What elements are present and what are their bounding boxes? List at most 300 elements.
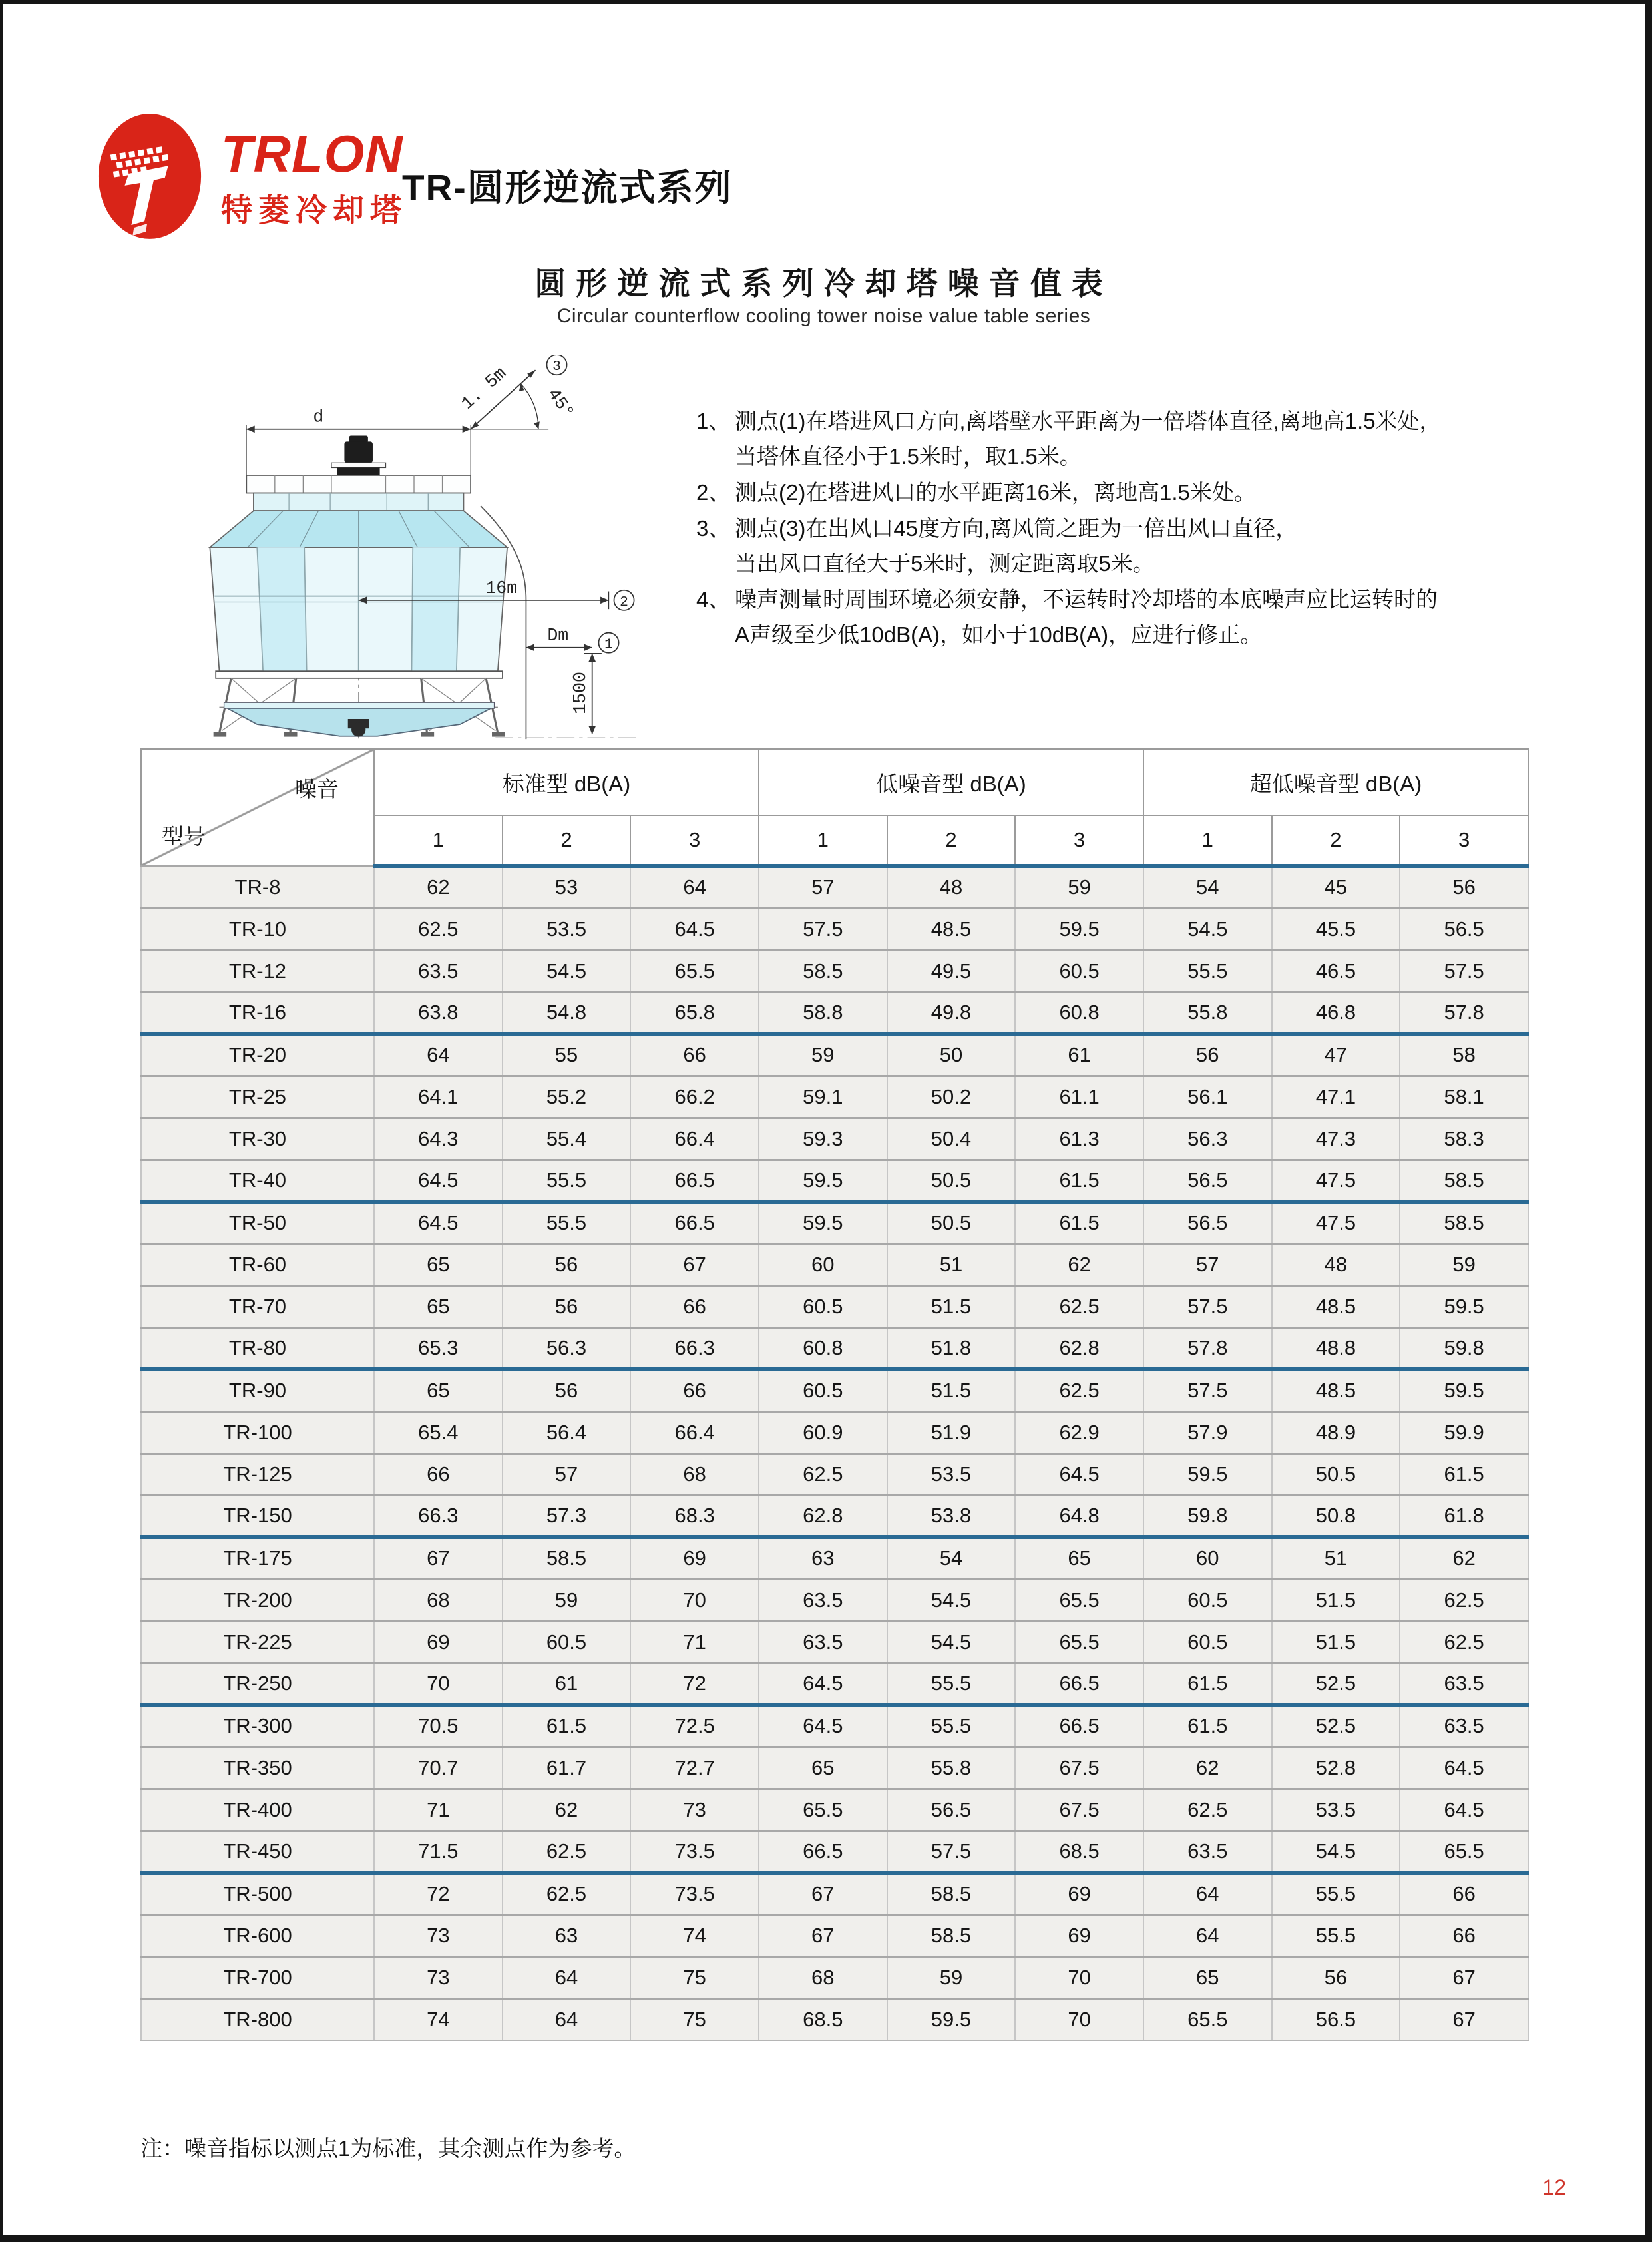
noise-value-cell: 67 [630, 1243, 759, 1285]
noise-value-cell: 48 [887, 866, 1016, 908]
noise-value-cell: 71 [630, 1621, 759, 1663]
noise-value-cell: 54.5 [887, 1579, 1016, 1621]
noise-value-cell: 47.5 [1272, 1160, 1400, 1202]
note-number: 1、 [696, 409, 731, 433]
noise-value-cell: 65 [374, 1285, 503, 1327]
note-item [696, 511, 1575, 581]
noise-value-cell: 60 [759, 1243, 887, 1285]
subcolumn-header: 3 [1015, 815, 1143, 866]
model-cell: TR-20 [141, 1034, 374, 1076]
table-row [141, 1202, 1528, 1243]
noise-value-cell: 73.5 [630, 1831, 759, 1873]
noise-value-cell: 59 [759, 1034, 887, 1076]
subcolumn-header: 2 [503, 815, 631, 866]
noise-value-cell: 57.3 [503, 1495, 631, 1537]
noise-value-cell: 69 [1015, 1914, 1143, 1956]
brand-subname: 特菱冷却塔 [221, 192, 407, 228]
noise-value-cell: 73.5 [630, 1873, 759, 1914]
noise-value-cell: 69 [374, 1621, 503, 1663]
noise-value-cell: 58.5 [1400, 1160, 1528, 1202]
noise-value-cell: 54 [1143, 866, 1272, 908]
noise-value-cell: 70 [630, 1579, 759, 1621]
noise-value-cell: 67 [759, 1914, 887, 1956]
noise-value-cell: 64.1 [374, 1076, 503, 1118]
noise-value-cell: 46.5 [1272, 950, 1400, 992]
note-text [735, 582, 1575, 652]
noise-value-cell: 64.5 [1400, 1747, 1528, 1789]
noise-value-cell: 74 [374, 1998, 503, 2040]
noise-value-cell: 51 [1272, 1537, 1400, 1579]
noise-value-cell: 69 [1015, 1873, 1143, 1914]
noise-value-cell: 64.5 [374, 1160, 503, 1202]
noise-value-cell: 56.5 [1400, 908, 1528, 950]
model-cell: TR-12 [141, 950, 374, 992]
noise-value-cell: 63.5 [1400, 1663, 1528, 1705]
noise-value-cell: 51.5 [1272, 1579, 1400, 1621]
noise-value-cell: 64 [630, 866, 759, 908]
noise-value-cell: 52.5 [1272, 1705, 1400, 1747]
noise-value-cell: 51.5 [1272, 1621, 1400, 1663]
noise-value-cell: 59 [887, 1956, 1016, 1998]
note-number: 2、 [696, 480, 731, 505]
trlon-logo-icon [95, 111, 206, 242]
noise-value-cell: 51.8 [887, 1327, 1016, 1369]
noise-value-cell: 48.5 [1272, 1369, 1400, 1411]
brand-text [221, 111, 407, 242]
noise-value-cell: 58.5 [1400, 1202, 1528, 1243]
model-cell: TR-125 [141, 1453, 374, 1495]
model-cell: TR-30 [141, 1118, 374, 1160]
model-cell: TR-200 [141, 1579, 374, 1621]
model-cell: TR-90 [141, 1369, 374, 1411]
page-number: 12 [1542, 2175, 1566, 2199]
noise-value-cell: 55.5 [1272, 1873, 1400, 1914]
noise-value-cell: 64.5 [759, 1705, 887, 1747]
noise-value-cell: 61.5 [1143, 1705, 1272, 1747]
noise-value-cell: 60.8 [759, 1327, 887, 1369]
noise-value-cell: 66.3 [374, 1495, 503, 1537]
noise-value-cell: 55.4 [503, 1118, 631, 1160]
noise-value-cell: 59.8 [1143, 1495, 1272, 1537]
noise-value-cell: 55.8 [1143, 992, 1272, 1034]
noise-value-cell: 60.5 [503, 1621, 631, 1663]
noise-value-cell: 66.2 [630, 1076, 759, 1118]
note-line: 测点(1)在塔进风口方向,离塔壁水平距离为一倍塔体直径,离地高1.5米处， [735, 409, 1442, 433]
noise-value-cell: 61.5 [1015, 1160, 1143, 1202]
noise-value-cell: 50.5 [887, 1160, 1016, 1202]
noise-value-cell: 54 [887, 1537, 1016, 1579]
noise-value-cell: 58.5 [887, 1873, 1016, 1914]
noise-value-cell: 62.5 [1400, 1621, 1528, 1663]
noise-value-cell: 56 [1143, 1034, 1272, 1076]
noise-value-cell: 63.5 [759, 1579, 887, 1621]
noise-value-cell: 62.5 [1143, 1789, 1272, 1831]
table-row [141, 1076, 1528, 1118]
noise-value-cell: 51.9 [887, 1411, 1016, 1453]
noise-value-cell: 59.5 [1400, 1285, 1528, 1327]
noise-value-cell: 72 [374, 1873, 503, 1914]
subcolumn-header: 1 [759, 815, 887, 866]
dim-label-1-5m: 1. 5m [457, 363, 511, 414]
noise-value-cell: 48.5 [1272, 1285, 1400, 1327]
noise-value-cell: 52.5 [1272, 1663, 1400, 1705]
noise-value-cell: 68 [374, 1579, 503, 1621]
group-header-standard: 标准型 dB(A) [374, 749, 759, 815]
note-text [735, 403, 1575, 474]
noise-value-cell: 46.8 [1272, 992, 1400, 1034]
model-cell: TR-60 [141, 1243, 374, 1285]
subcolumn-header: 3 [1400, 815, 1528, 866]
noise-value-cell: 58.5 [887, 1914, 1016, 1956]
noise-value-cell: 54.5 [503, 950, 631, 992]
noise-value-cell: 61.7 [503, 1747, 631, 1789]
noise-value-cell: 64.3 [374, 1118, 503, 1160]
table-row [141, 1285, 1528, 1327]
noise-value-cell: 51.5 [887, 1369, 1016, 1411]
noise-value-cell: 72 [630, 1663, 759, 1705]
noise-value-cell: 59.5 [1015, 908, 1143, 950]
table-row [141, 1747, 1528, 1789]
noise-value-cell: 66.3 [630, 1327, 759, 1369]
noise-value-cell: 60.5 [1143, 1621, 1272, 1663]
subcolumn-header: 2 [1272, 815, 1400, 866]
noise-value-cell: 64.5 [374, 1202, 503, 1243]
noise-value-cell: 70 [1015, 1998, 1143, 2040]
noise-value-cell: 66.5 [630, 1202, 759, 1243]
table-row [141, 1621, 1528, 1663]
noise-value-cell: 68.3 [630, 1495, 759, 1537]
model-cell: TR-16 [141, 992, 374, 1034]
noise-value-cell: 61.5 [1143, 1663, 1272, 1705]
subcolumn-header: 3 [630, 815, 759, 866]
note-line: 测点(3)在出风口45度方向,离风筒之距为一倍出风口直径， [735, 516, 1298, 541]
noise-value-cell: 64.5 [1015, 1453, 1143, 1495]
noise-value-cell: 63.5 [1400, 1705, 1528, 1747]
noise-value-cell: 59 [1400, 1243, 1528, 1285]
noise-value-cell: 58.5 [503, 1537, 631, 1579]
note-line: 当塔体直径小于1.5米时，取1.5米。 [735, 444, 1082, 469]
noise-value-cell: 67.5 [1015, 1789, 1143, 1831]
subcolumn-header: 1 [1143, 815, 1272, 866]
measure-point-3: 3 [552, 359, 561, 375]
noise-value-cell: 70 [374, 1663, 503, 1705]
noise-value-cell: 62.8 [1015, 1327, 1143, 1369]
noise-value-cell: 52.8 [1272, 1747, 1400, 1789]
noise-value-cell: 70 [1015, 1956, 1143, 1998]
noise-value-cell: 55 [503, 1034, 631, 1076]
noise-value-cell: 73 [374, 1956, 503, 1998]
noise-value-cell: 62.8 [759, 1495, 887, 1537]
noise-value-cell: 57 [759, 866, 887, 908]
noise-value-cell: 66 [374, 1453, 503, 1495]
note-line: 测点(2)在塔进风口的水平距离16米，离地高1.5米处。 [735, 480, 1256, 505]
noise-value-cell: 50.8 [1272, 1495, 1400, 1537]
table-row [141, 950, 1528, 992]
noise-value-cell: 55.5 [1272, 1914, 1400, 1956]
noise-value-cell: 56.3 [1143, 1118, 1272, 1160]
table-row [141, 1243, 1528, 1285]
noise-value-cell: 59.5 [1400, 1369, 1528, 1411]
subcolumn-header: 1 [374, 815, 503, 866]
noise-value-cell: 65.5 [1015, 1621, 1143, 1663]
page-title: 圆形逆流式系列冷却塔噪音值表 [534, 266, 1113, 301]
page-subtitle: Circular counterflow cooling tower noise value table series [556, 305, 1091, 327]
noise-value-cell: 58.5 [759, 950, 887, 992]
noise-value-cell: 62.5 [1015, 1285, 1143, 1327]
table-row [141, 1160, 1528, 1202]
noise-value-cell: 65 [374, 1243, 503, 1285]
noise-value-cell: 66.5 [759, 1831, 887, 1873]
noise-value-cell: 62 [503, 1789, 631, 1831]
noise-value-cell: 61.5 [1400, 1453, 1528, 1495]
model-cell: TR-400 [141, 1789, 374, 1831]
noise-value-cell: 58.3 [1400, 1118, 1528, 1160]
noise-value-cell: 60.5 [1143, 1579, 1272, 1621]
noise-value-cell: 55.5 [503, 1202, 631, 1243]
noise-value-cell: 54.5 [1143, 908, 1272, 950]
noise-value-cell: 64 [1143, 1914, 1272, 1956]
noise-value-cell: 65 [1143, 1956, 1272, 1998]
dim-label-16m: 16m [485, 578, 518, 599]
noise-value-cell: 59.5 [1143, 1453, 1272, 1495]
noise-value-cell: 65.5 [630, 950, 759, 992]
group-header-ultra-low-noise: 超低噪音型 dB(A) [1143, 749, 1528, 815]
noise-value-table [140, 748, 1529, 2041]
noise-value-cell: 73 [630, 1789, 759, 1831]
noise-value-cell: 64.5 [1400, 1789, 1528, 1831]
noise-value-cell: 62 [374, 866, 503, 908]
noise-value-cell: 64 [374, 1034, 503, 1076]
noise-value-cell: 62 [1015, 1243, 1143, 1285]
noise-value-cell: 59.9 [1400, 1411, 1528, 1453]
model-cell: TR-10 [141, 908, 374, 950]
noise-value-cell: 48 [1272, 1243, 1400, 1285]
noise-value-cell: 56.1 [1143, 1076, 1272, 1118]
cooling-tower-drawing [108, 355, 674, 745]
noise-value-cell: 66.5 [1015, 1663, 1143, 1705]
noise-value-cell: 67 [759, 1873, 887, 1914]
table-row [141, 1998, 1528, 2040]
cooling-tower-diagram [108, 355, 674, 745]
noise-value-cell: 57.5 [1143, 1369, 1272, 1411]
noise-value-cell: 50.5 [887, 1202, 1016, 1243]
noise-value-cell: 68.5 [1015, 1831, 1143, 1873]
noise-value-cell: 62.5 [759, 1453, 887, 1495]
noise-value-cell: 66 [630, 1285, 759, 1327]
noise-value-cell: 59 [503, 1579, 631, 1621]
noise-value-cell: 57.5 [1400, 950, 1528, 992]
noise-value-cell: 59.5 [759, 1160, 887, 1202]
table-row [141, 1914, 1528, 1956]
note-line: 当出风口直径大于5米时，测定距离取5米。 [735, 551, 1155, 576]
table-row [141, 908, 1528, 950]
brand-header [95, 111, 407, 242]
table-row [141, 1705, 1528, 1747]
note-number: 3、 [696, 516, 731, 541]
noise-value-cell: 59.1 [759, 1076, 887, 1118]
noise-value-cell: 64 [1143, 1873, 1272, 1914]
noise-value-cell: 69 [630, 1537, 759, 1579]
noise-value-cell: 59 [1015, 866, 1143, 908]
noise-value-cell: 70.5 [374, 1705, 503, 1747]
noise-value-cell: 58.8 [759, 992, 887, 1034]
noise-value-cell: 47.1 [1272, 1076, 1400, 1118]
noise-value-cell: 67.5 [1015, 1747, 1143, 1789]
noise-value-cell: 71 [374, 1789, 503, 1831]
group-header-low-noise: 低噪音型 dB(A) [759, 749, 1143, 815]
noise-value-cell: 62.5 [1400, 1579, 1528, 1621]
measure-point-2: 2 [620, 594, 628, 610]
table-row [141, 1789, 1528, 1831]
noise-value-cell: 62.5 [1015, 1369, 1143, 1411]
noise-value-cell: 70.7 [374, 1747, 503, 1789]
noise-value-cell: 48.5 [887, 908, 1016, 950]
noise-value-cell: 57.8 [1143, 1327, 1272, 1369]
noise-value-cell: 56 [503, 1285, 631, 1327]
note-line: 噪声测量时周围环境必须安静，不运转时冷却塔的本底噪声应比运转时的 [735, 587, 1438, 612]
noise-value-cell: 59.5 [887, 1998, 1016, 2040]
noise-value-cell: 55.8 [887, 1747, 1016, 1789]
noise-value-cell: 65.8 [630, 992, 759, 1034]
noise-value-cell: 56.5 [1272, 1998, 1400, 2040]
footer-note: 注：噪音指标以测点1为标准，其余测点作为参考。 [140, 2136, 636, 2161]
noise-value-cell: 60.9 [759, 1411, 887, 1453]
noise-value-cell: 60 [1143, 1537, 1272, 1579]
noise-value-cell: 50.4 [887, 1118, 1016, 1160]
noise-value-cell: 55.2 [503, 1076, 631, 1118]
table-row [141, 1118, 1528, 1160]
model-cell: TR-300 [141, 1705, 374, 1747]
noise-value-cell: 51 [887, 1243, 1016, 1285]
noise-value-cell: 65 [1015, 1537, 1143, 1579]
note-text [735, 475, 1575, 510]
noise-value-cell: 58.1 [1400, 1076, 1528, 1118]
noise-value-cell: 61 [503, 1663, 631, 1705]
table-row [141, 866, 1528, 908]
noise-value-cell: 66 [630, 1369, 759, 1411]
noise-value-cell: 64 [503, 1956, 631, 1998]
noise-value-cell: 62.5 [503, 1831, 631, 1873]
noise-value-cell: 53.8 [887, 1495, 1016, 1537]
noise-value-cell: 66 [1400, 1873, 1528, 1914]
model-cell: TR-40 [141, 1160, 374, 1202]
noise-value-cell: 68 [759, 1956, 887, 1998]
noise-value-cell: 67 [374, 1537, 503, 1579]
table-row [141, 1579, 1528, 1621]
brand-name: TRLON [221, 124, 403, 183]
noise-value-cell: 61.1 [1015, 1076, 1143, 1118]
model-cell: TR-225 [141, 1621, 374, 1663]
noise-value-cell: 64.5 [630, 908, 759, 950]
model-cell: TR-100 [141, 1411, 374, 1453]
noise-value-cell: 66.4 [630, 1411, 759, 1453]
noise-value-cell: 64 [503, 1998, 631, 2040]
noise-value-cell: 65.5 [1400, 1831, 1528, 1873]
noise-value-cell: 74 [630, 1914, 759, 1956]
model-cell: TR-450 [141, 1831, 374, 1873]
noise-value-cell: 53.5 [1272, 1789, 1400, 1831]
noise-value-cell: 57.5 [1143, 1285, 1272, 1327]
corner-label-noise: 噪音 [295, 777, 339, 801]
noise-value-cell: 47.3 [1272, 1118, 1400, 1160]
noise-value-cell: 59.8 [1400, 1327, 1528, 1369]
noise-value-cell: 75 [630, 1956, 759, 1998]
noise-value-cell: 57.5 [759, 908, 887, 950]
noise-value-cell: 56 [503, 1243, 631, 1285]
noise-value-cell: 64.5 [759, 1663, 887, 1705]
note-item [696, 403, 1575, 474]
model-cell: TR-80 [141, 1327, 374, 1369]
noise-value-cell: 61.3 [1015, 1118, 1143, 1160]
model-cell: TR-50 [141, 1202, 374, 1243]
model-cell: TR-150 [141, 1495, 374, 1537]
noise-value-cell: 48.8 [1272, 1327, 1400, 1369]
noise-value-cell: 63.5 [1143, 1831, 1272, 1873]
model-cell: TR-700 [141, 1956, 374, 1998]
corner-header-cell [141, 749, 374, 866]
noise-value-cell: 47 [1272, 1034, 1400, 1076]
noise-value-cell: 67 [1400, 1956, 1528, 1998]
noise-value-cell: 62 [1143, 1747, 1272, 1789]
noise-value-cell: 51.5 [887, 1285, 1016, 1327]
noise-value-cell: 65.5 [759, 1789, 887, 1831]
noise-value-cell: 56 [503, 1369, 631, 1411]
noise-value-cell: 53.5 [887, 1453, 1016, 1495]
noise-value-cell: 64.8 [1015, 1495, 1143, 1537]
model-cell: TR-350 [141, 1747, 374, 1789]
noise-value-cell: 63 [503, 1914, 631, 1956]
table-row [141, 1327, 1528, 1369]
noise-value-cell: 50.5 [1272, 1453, 1400, 1495]
noise-value-cell: 62 [1400, 1537, 1528, 1579]
noise-value-cell: 56.5 [1143, 1202, 1272, 1243]
noise-value-cell: 56.5 [887, 1789, 1016, 1831]
noise-value-cell: 66.4 [630, 1118, 759, 1160]
noise-value-cell: 48.9 [1272, 1411, 1400, 1453]
noise-value-cell: 54.8 [503, 992, 631, 1034]
noise-value-cell: 56.3 [503, 1327, 631, 1369]
model-cell: TR-25 [141, 1076, 374, 1118]
noise-value-cell: 61.5 [1015, 1202, 1143, 1243]
noise-value-cell: 56.5 [1143, 1160, 1272, 1202]
noise-value-cell: 61 [1015, 1034, 1143, 1076]
noise-value-cell: 62.5 [374, 908, 503, 950]
dim-label-d: d [313, 407, 324, 427]
table-row [141, 1537, 1528, 1579]
noise-value-cell: 67 [1400, 1998, 1528, 2040]
noise-value-cell: 68.5 [759, 1998, 887, 2040]
series-title: TR-圆形逆流式系列 [402, 167, 733, 208]
noise-value-cell: 63.8 [374, 992, 503, 1034]
noise-value-cell: 66 [1400, 1914, 1528, 1956]
noise-value-cell: 45.5 [1272, 908, 1400, 950]
table-row [141, 992, 1528, 1034]
noise-value-cell: 57.8 [1400, 992, 1528, 1034]
model-cell: TR-800 [141, 1998, 374, 2040]
noise-value-cell: 49.8 [887, 992, 1016, 1034]
table-row [141, 1956, 1528, 1998]
noise-value-cell: 65 [759, 1747, 887, 1789]
model-cell: TR-500 [141, 1873, 374, 1914]
table-row [141, 1369, 1528, 1411]
noise-value-cell: 59.3 [759, 1118, 887, 1160]
noise-value-cell: 66.5 [630, 1160, 759, 1202]
table-row [141, 1663, 1528, 1705]
model-cell: TR-250 [141, 1663, 374, 1705]
noise-value-cell: 57 [1143, 1243, 1272, 1285]
model-cell: TR-70 [141, 1285, 374, 1327]
noise-value-cell: 60.5 [1015, 950, 1143, 992]
